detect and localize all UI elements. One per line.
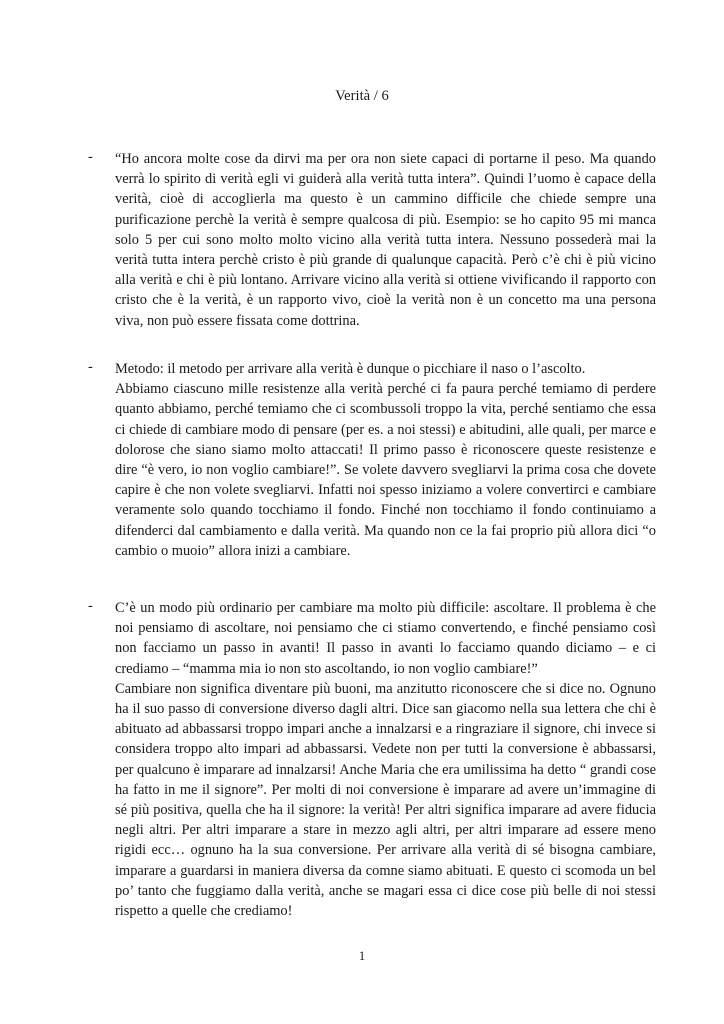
bullet-dash: - <box>88 359 93 375</box>
paragraph: Metodo: il metodo per arrivare alla verità è dunque o picchiare il naso o l’ascolto. <box>115 361 586 377</box>
page-number: 1 <box>358 948 366 963</box>
list-item <box>88 598 656 921</box>
list-item-text <box>115 598 656 921</box>
paragraph: “Ho ancora molte cose da dirvi ma per ora non siete capaci di portarne il peso. Ma quando verrà lo spirito di verità egli vi guiderà alla verità tutta intera”. Quindi l’uomo è capace della verità, cioè di accoglierla ma questo è un cammino difficile che chiede sempre una purificazione perchè la verità è sempre qualcosa di più. Esempio: se ho capito 95 mi manca solo 5 per cui sono molto molto vicino alla verità tutta intera. Nessuno possederà mai la verità tutta intera perchè cristo è più grande di qualunque capacità. Però c’è chi è più vicino alla verità e chi è più lontano. Arrivare vicino alla verità si ottiene vivificando il rapporto con cristo che è la verità, è un rapporto vivo, cioè la verità non è un concetto ma una persona viva, non può essere fissata come dottrina. <box>115 151 656 329</box>
bullet-dash: - <box>88 149 93 165</box>
list-item <box>88 359 656 561</box>
list-item-text <box>115 149 656 331</box>
paragraph: Cambiare non significa diventare più buoni, ma anzitutto riconoscere che si dice no. Ognuno ha il suo passo di conversione diverso dagli altri. Dice san giacomo nella sua lettera che chi è abituato ad abbassarsi troppo impari anche a innalzarsi e a ringraziare il signore, chi invece si considera troppo alto impari ad abbassarsi. Vedete non per tutti la conversione è abbassarsi, per qualcuno è imparare ad innalzarsi! Anche Maria che era umilissima ha detto “ grandi cose ha fatto in me il signore”. Per molti di noi conversione è imparare ad avere un’immagine di sé più positiva, quella che ha il signore: la verità! Per altri significa imparare ad avere fiducia negli altri. Per altri imparare a stare in mezzo agli altri, per altri imparare ad essere meno rigidi ecc… ognuno ha la sua conversione. Per arrivare alla verità di sé bisogna cambiare, imparare a guardarsi in maniera diversa da comne siamo abituati. E questo ci scomoda un bel po’ tanto che fuggiamo dalla verità, anche se magari essa ci dice cose più belle di noi stessi rispetto a quelle che crediamo! <box>115 680 656 920</box>
page-title: Verità / 6 <box>335 88 389 104</box>
bullet-dash: - <box>88 598 93 614</box>
paragraph: C’è un modo più ordinario per cambiare ma molto più difficile: ascoltare. Il problema è che noi pensiamo di ascoltare, noi pensiamo che ci stiamo convertendo, e finché pensiamo così non facciamo un passo in avanti! Il passo in avanti lo facciamo quando diciamo – e ci crediamo – “mamma mia io non sto ascoltando, io non voglio cambiare!” <box>115 600 656 677</box>
paragraph: Abbiamo ciascuno mille resistenze alla verità perché ci fa paura perché temiamo di perdere quanto abbiamo, perché temiamo che ci scombussoli troppo la vita, perché sentiamo che essa ci chiede di cambiare modo di pensare (per es. a noi stessi) e abitudini, alle quali, per marce e dolorose che siano siamo molto attaccati! Il primo passo è riconoscere queste resistenze e dire “è vero, io non voglio cambiare!”. Se volete davvero svegliarvi la prima cosa che dovete capire è che non volete svegliarvi. Infatti noi spesso iniziamo a volere convertirci e cambiare veramente solo quando tocchiamo il fondo. Finché non tocchiamo il fondo continuiamo a difenderci dal cambiamento e dalla verità. Ma quando non ce la fai proprio più allora dici “o cambio o muoio” allora inizi a cambiare. <box>115 381 656 559</box>
list-item-text <box>115 359 656 561</box>
list-item <box>88 149 656 331</box>
